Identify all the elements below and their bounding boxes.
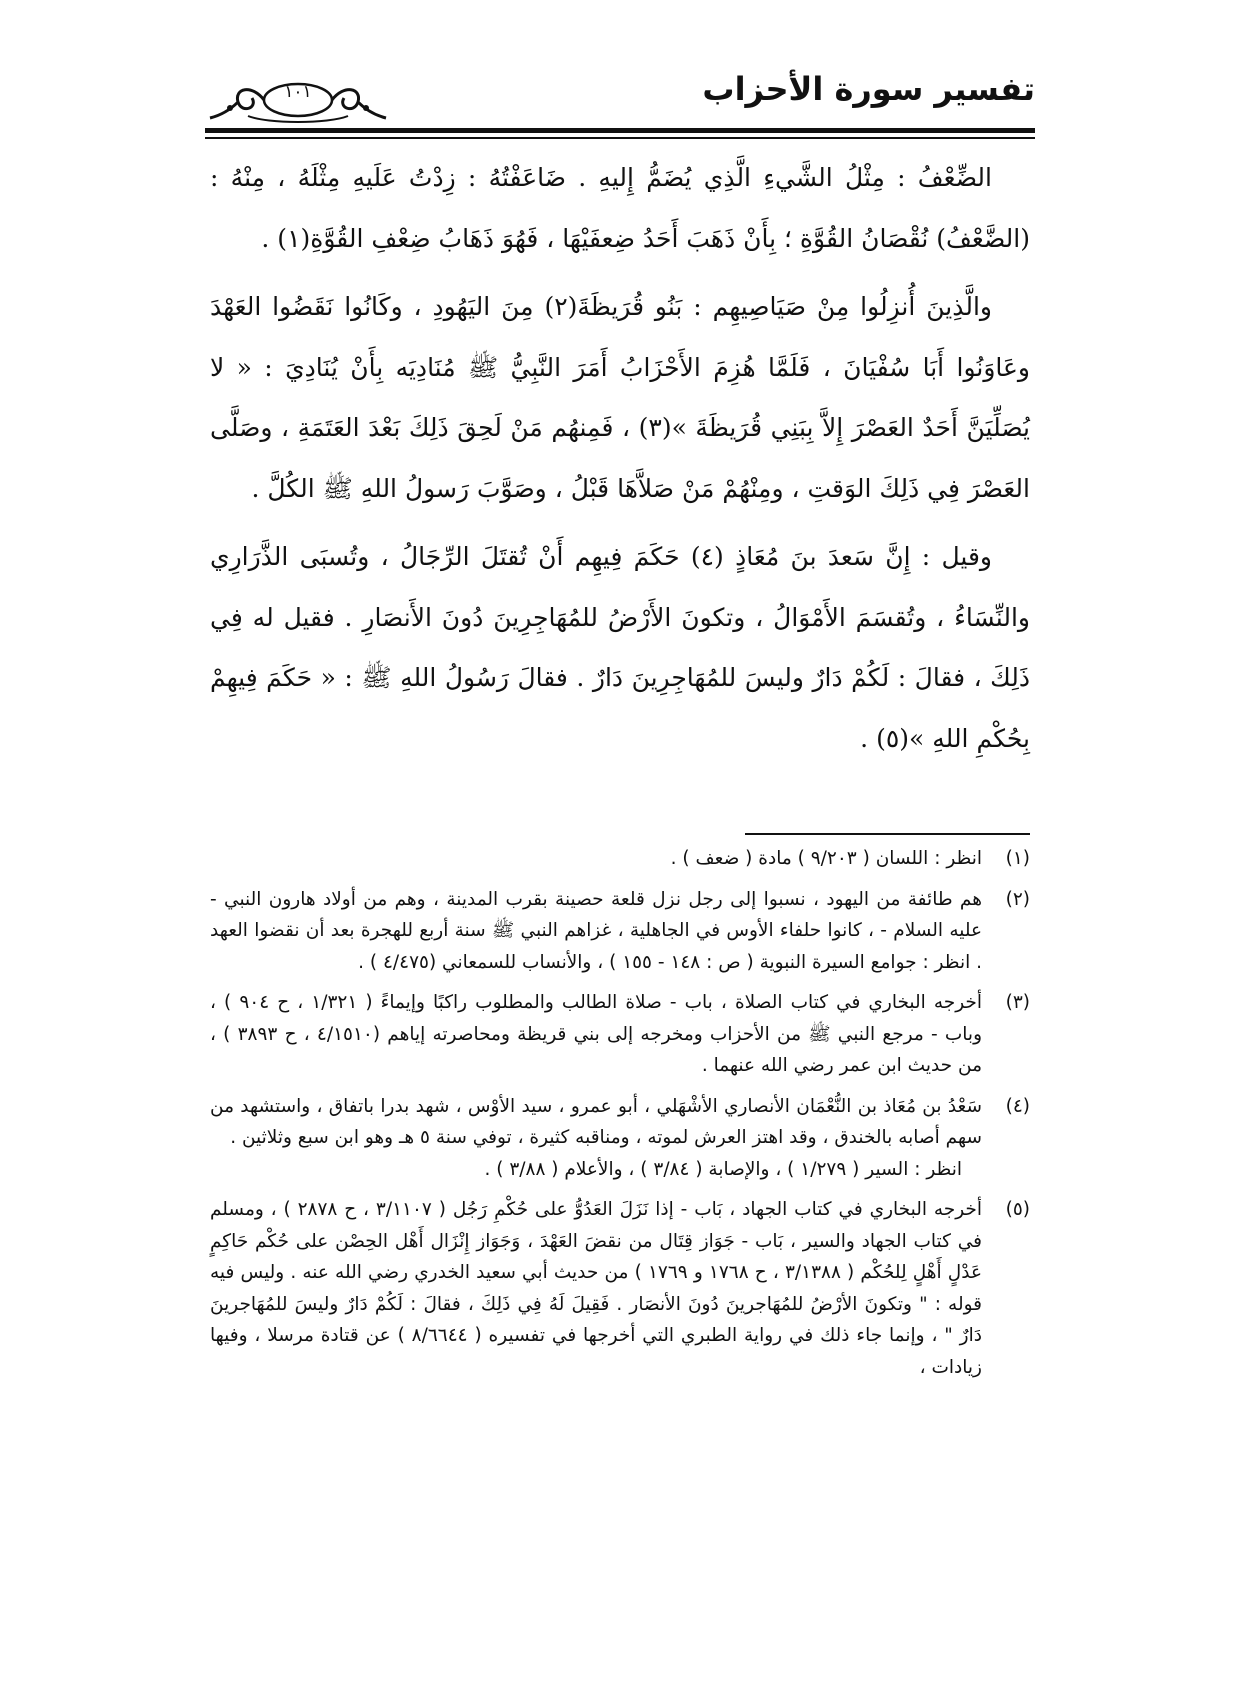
footnote-number: (٤): [1005, 1095, 1030, 1117]
header-rule-thin: [205, 137, 1035, 139]
footnote-text: سَعْدُ بن مُعَاذ بن النُّعْمَان الأنصاري الأشْهَلي ، أبو عمرو ، سيد الأوْس ، شهد بدرا باتفاق ، واستشهد من سهم أصابه بالخندق ، وقد اهتز العرش لموته ، ومناقبه كثيرة ، توفي سنة ٥ هـ وهو ابن سبع وثلاثين .: [210, 1095, 982, 1148]
footnote-number: (٢): [1005, 888, 1030, 910]
page-number: ١٠١: [284, 82, 312, 102]
footnote-text: أخرجه البخاري في كتاب الصلاة ، باب - صلاة الطالب والمطلوب راكبًا وإيماءً ( ١/٣٢١ ، ح ٩٠٤ ) ، وباب - مرجع النبي ﷺ من الأحزاب ومخرجه إلى بني قريظة ومحاصرته إياهم (٤/١٥١٠ ، ح ٣٨٩٣ ) ، من حديث ابن عمر رضي الله عنهما .: [210, 992, 982, 1076]
paragraph-text: والَّذِينَ أُنزِلُوا مِنْ صَيَاصِيهِم : بَنُو قُرَيظَةَ(٢) مِنَ اليَهُودِ ، وكَانُوا نَقَضُوا العَهْدَ وعَاوَنُوا أَبَا سُفْيَانَ ، فَلَمَّا هُزِمَ الأَحْزَابُ أَمَرَ النَّبِيُّ ﷺ مُنَادِيَه بِأَنْ يُنَادِيَ : « لا يُصَلِّيَنَّ أَحَدٌ العَصْرَ إِلاَّ بِبَنِي قُرَيظَةَ »(٣) ، فَمِنهُم مَنْ لَحِقَ ذَلِكَ بَعْدَ العَتَمَةِ ، وصَلَّى العَصْرَ فِي ذَلِكَ الوَقتِ ، ومِنْهُمْ مَنْ صَلاَّهَا قَبْلُ ، وصَوَّبَ رَسولُ اللهِ ﷺ الكُلَّ .: [210, 292, 1030, 503]
running-header-title: تفسير سورة الأحزاب: [702, 70, 1035, 108]
footnote: [210, 884, 1030, 979]
paragraph-text: وقيل : إِنَّ سَعدَ بنَ مُعَاذٍ (٤) حَكَمَ فِيهِم أَنْ تُقتَلَ الرِّجَالُ ، وتُسبَى الذَّرَارِي والنِّسَاءُ ، وتُقسَمَ الأَمْوَالُ ، وتكونَ الأَرْضُ للمُهَاجِرِينَ دُونَ الأَنصَارِ . فقيل له فِي ذَلِكَ ، فقالَ : لَكُمْ دَارٌ وليسَ للمُهَاجِرِينَ دَارٌ . فقالَ رَسُولُ اللهِ ﷺ : « حَكَمَ فِيهِمْ بِحُكْمِ اللهِ »(٥) .: [210, 542, 1030, 753]
footnote: [210, 1194, 1030, 1383]
footnote-separator: [745, 833, 1030, 835]
main-text: [210, 148, 1030, 769]
footnote-text: هم طائفة من اليهود ، نسبوا إلى رجل نزل قلعة حصينة بقرب المدينة ، وهم من أولاد هارون النبي - عليه السلام - ، كانوا حلفاء الأوس في الجاهلية ، غزاهم النبي ﷺ سنة أربع للهجرة بعد أن نقضوا العهد . انظر : جوامع السيرة النبوية ( ص : ١٤٨ - ١٥٥ ) ، والأنساب للسمعاني (٤/٤٧٥ ) .: [210, 888, 982, 973]
footnote-text: انظر : اللسان ( ٩/٢٠٣ ) مادة ( ضعف ) .: [670, 848, 982, 869]
footnote-number: (١): [1005, 848, 1030, 869]
footnote-text: انظر : السير ( ١/٢٧٩ ) ، والإصابة ( ٣/٨٤ ) ، والأعلام ( ٣/٨٨ ) .: [484, 1158, 962, 1180]
header-rule-thick: [205, 128, 1035, 133]
paragraph: [210, 527, 1030, 769]
footnote: [210, 1091, 1030, 1186]
footnotes: [210, 843, 1030, 1392]
paragraph-text: الضِّعْفُ : مِثْلُ الشَّيءِ الَّذِي يُضَمُّ إِليهِ . ضَاعَفْتُهُ : زِدْتُ عَلَيهِ مِثْلَهُ ، مِنْهُ : (الضَّعْفُ) نُقْصَانُ القُوَّةِ ؛ بِأَنْ ذَهَبَ أَحَدُ ضِعفَيْهَا ، فَهُوَ ذَهَابُ ضِعْفِ القُوَّةِ(١) .: [210, 163, 1030, 253]
footnote-text: أخرجه البخاري في كتاب الجهاد ، بَاب - إذا نَزَلَ العَدُوُّ على حُكْمِ رَجُل ( ٣/١١٠٧ ، ح ٢٨٧٨ ) ، ومسلم في كتاب الجهاد والسير ، بَاب - جَوَاز قِتَال من نقضَ العَهْدَ ، وَجَوَاز إِنْزَال أَهْل الحِصْن على حُكْم حَاكِمٍ عَدْلٍ أَهْلٍ لِلحُكْم ( ٣/١٣٨٨ ، ح ١٧٦٨ و ١٧٦٩ ) من حديث أبي سعيد الخدري رضي الله عنه . وليس فيه قوله : " وتكونَ الأرْضُ للمُهَاجرينَ دُونَ الأنصَار . فَقِيلَ لَهُ فِي ذَلِكَ ، فقالَ : لَكُمْ دَارٌ وليسَ للمُهَاجرينَ دَارٌ " ، وإنما جاء ذلك في رواية الطبري التي أخرجها في تفسيره ( ٨/٦٦٤٤ ) عن قتادة مرسلا ، وفيها زيادات ،: [210, 1199, 982, 1378]
paragraph: [210, 277, 1030, 519]
paragraph: [210, 148, 1030, 269]
footnote-number: (٥): [1005, 1199, 1030, 1220]
footnote: [210, 987, 1030, 1082]
footnote-number: (٣): [1005, 992, 1030, 1013]
footnote: [210, 843, 1030, 875]
